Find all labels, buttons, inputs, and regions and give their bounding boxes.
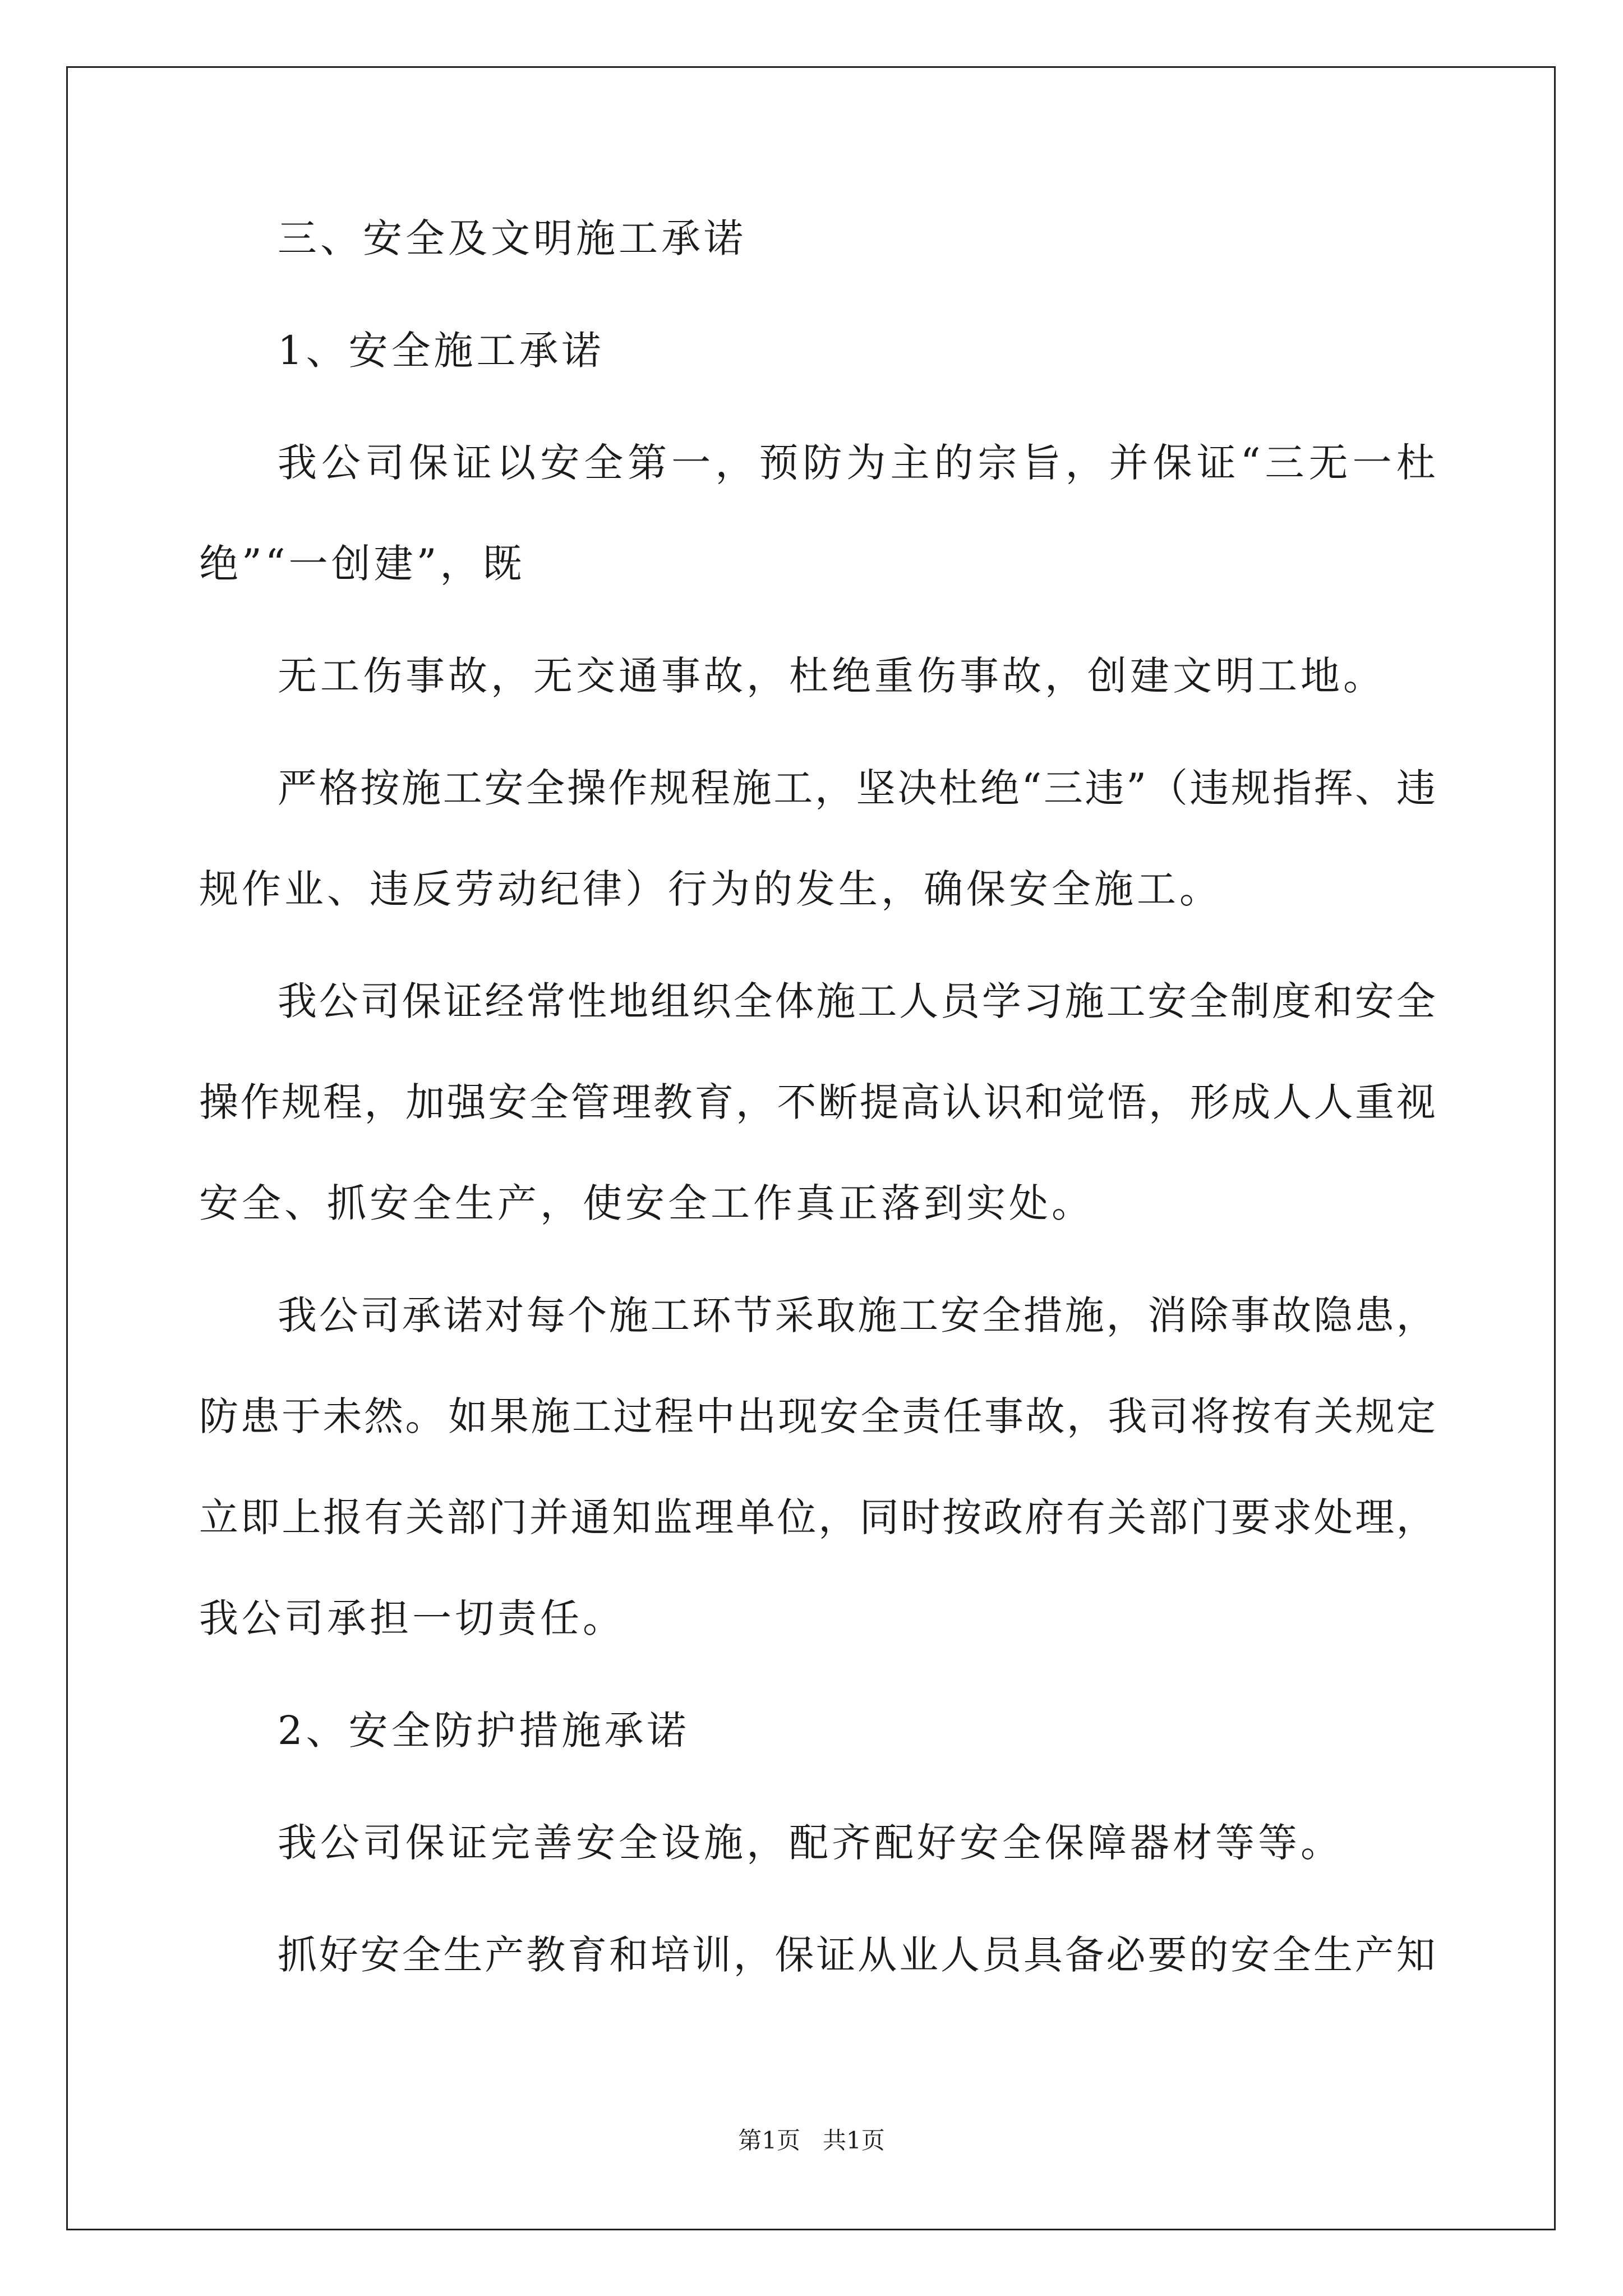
page-total: 共1页 — [823, 2127, 885, 2154]
paragraph-line: 我 公 司 保 证 经 常 性 地 组 织 全 体 施 工 人 员 学 习 施 工 安 全 制 度 和 安 全 — [278, 978, 1436, 1024]
paragraph-line: 严 格 按 施 工 安 全 操 作 规 程 施 工 ， 坚 决 杜 绝 “ 三 违 ” （ 违 规 指 挥 、 违 — [278, 765, 1436, 811]
paragraph-line: 抓 好 安 全 生 产 教 育 和 培 训 ， 保 证 从 业 人 员 具 备 必 要 的 安 全 生 产 知 — [278, 1932, 1436, 1978]
paragraph-line: 我 公 司 保 证 以 安 全 第 一 ， 预 防 为 主 的 宗 旨 ， 并 保 证 “ 三 无 一 杜 — [278, 440, 1436, 486]
subheading-1: 1、安全施工承诺 — [278, 328, 605, 374]
document-body — [199, 215, 1436, 2014]
paragraph-line: 安全、抓安全生产，使安全工作真正落到实处。 — [199, 1180, 1094, 1226]
paragraph-line: 防 患 于 未 然 。 如 果 施 工 过 程 中 出 现 安 全 责 任 事 故 ， 我 司 将 按 有 关 规 定 — [199, 1393, 1436, 1439]
paragraph-line: 绝”“一创建”，既 — [199, 541, 525, 587]
paragraph-line: 无工伤事故，无交通事故，杜绝重伤事故，创建文明工地。 — [278, 653, 1386, 699]
paragraph-line: 操 作 规 程 ， 加 强 安 全 管 理 教 育 ， 不 断 提 高 认 识 和 觉 悟 ， 形 成 人 人 重 视 — [199, 1079, 1436, 1125]
paragraph-line: 立 即 上 报 有 关 部 门 并 通 知 监 理 单 位 ， 同 时 按 政 府 有 关 部 门 要 求 处 理 ， — [199, 1494, 1436, 1540]
heading-section-3: 三、安全及文明施工承诺 — [278, 215, 746, 261]
paragraph-line: 我 公 司 承 诺 对 每 个 施 工 环 节 采 取 施 工 安 全 措 施 ， 消 除 事 故 隐 患 ， — [278, 1292, 1436, 1338]
paragraph-line: 我公司承担一切责任。 — [199, 1595, 625, 1641]
subheading-2: 2、安全防护措施承诺 — [278, 1708, 690, 1754]
paragraph-line: 我公司保证完善安全设施，配齐配好安全保障器材等等。 — [278, 1820, 1343, 1866]
page-number: 第1页 — [738, 2127, 800, 2154]
paragraph-line: 规作业、违反劳动纪律）行为的发生，确保安全施工。 — [199, 866, 1222, 912]
page-footer — [0, 2129, 1623, 2152]
